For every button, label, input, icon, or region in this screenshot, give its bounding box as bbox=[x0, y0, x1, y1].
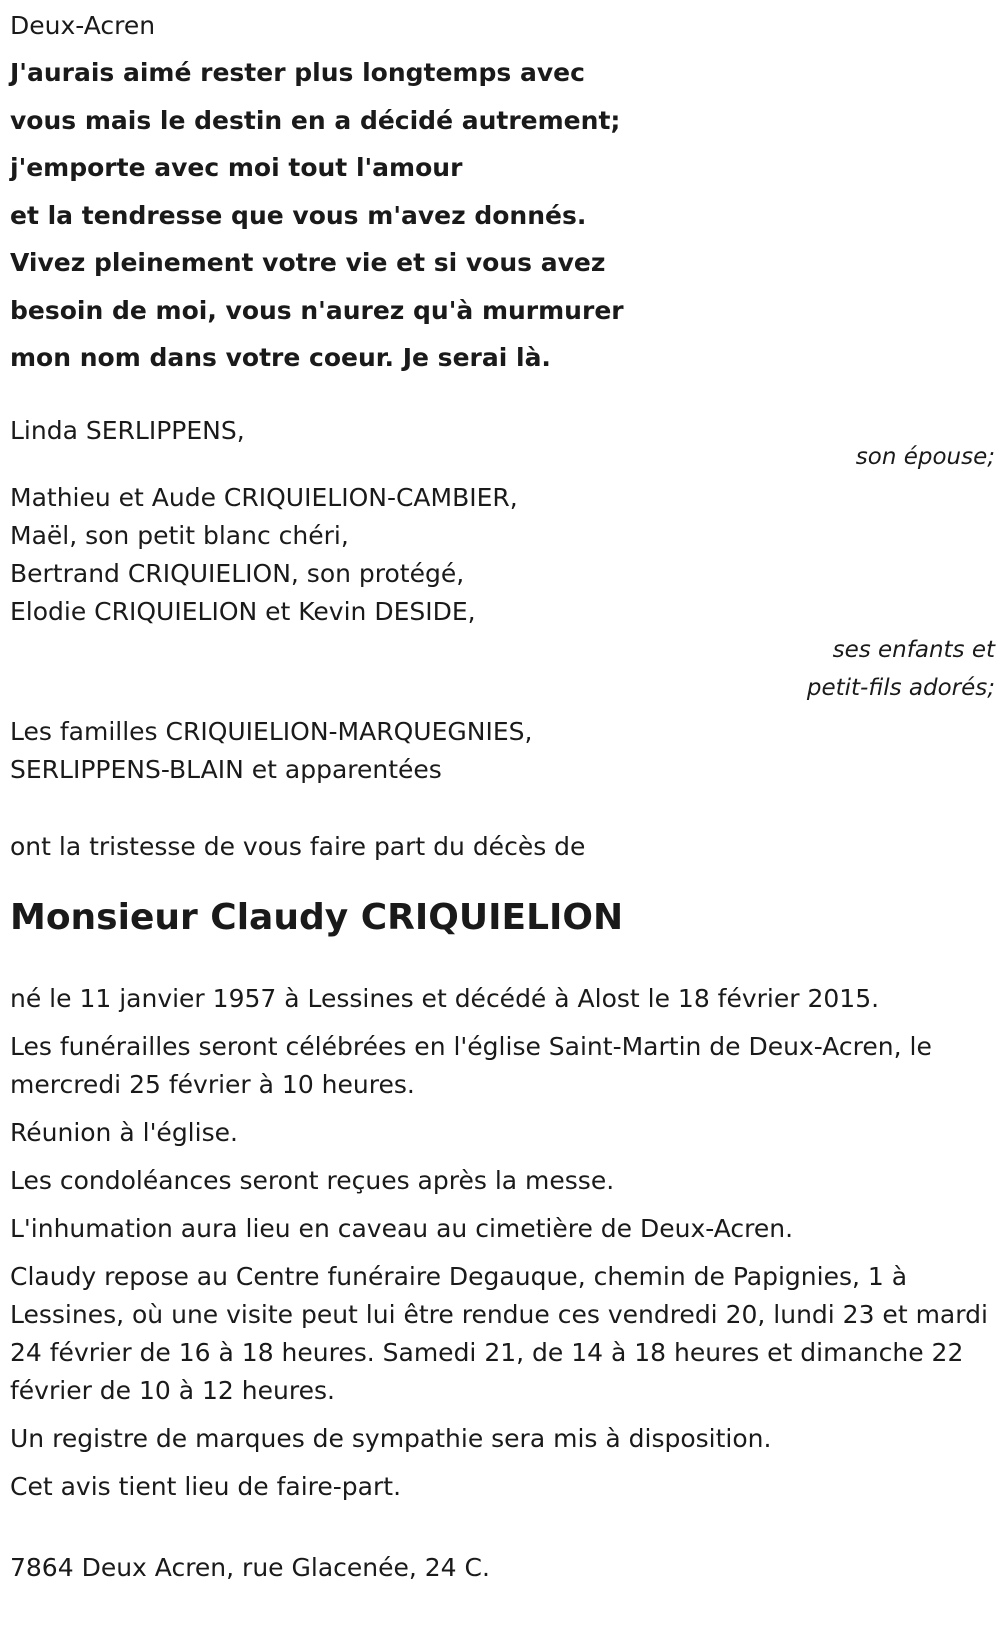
deceased-name: Monsieur Claudy CRIQUIELION bbox=[10, 896, 624, 938]
detail-paragraph: Réunion à l'église. bbox=[10, 1117, 238, 1147]
families-group bbox=[10, 713, 995, 789]
family-name: Les familles CRIQUIELION-MARQUEGNIES, bbox=[10, 716, 533, 746]
detail-paragraph: Cet avis tient lieu de faire-part. bbox=[10, 1471, 402, 1501]
obituary-notice bbox=[10, 0, 995, 1587]
children-group bbox=[10, 479, 995, 707]
poem-line: j'emporte avec moi tout l'amour bbox=[10, 153, 463, 182]
announcement-text: ont la tristesse de vous faire part du décès de bbox=[10, 831, 586, 861]
detail-paragraph: Les funérailles seront célébrées en l'église Saint-Martin de Deux-Acren, le mercredi 25 février à 10 heures. bbox=[10, 1031, 932, 1099]
spouse-role: son épouse; bbox=[855, 443, 995, 470]
poem-line: J'aurais aimé rester plus longtemps avec bbox=[10, 58, 585, 87]
detail-paragraph: Un registre de marques de sympathie sera mis à disposition. bbox=[10, 1423, 772, 1453]
children-role: ses enfants et bbox=[832, 636, 995, 663]
child-name: Mathieu et Aude CRIQUIELION-CAMBIER, bbox=[10, 482, 518, 512]
detail-paragraph: Les condoléances seront reçues après la messe. bbox=[10, 1165, 615, 1195]
poem-line: mon nom dans votre coeur. Je serai là. bbox=[10, 343, 551, 372]
child-name: Bertrand CRIQUIELION, son protégé, bbox=[10, 558, 465, 588]
detail-paragraph: L'inhumation aura lieu en caveau au cimetière de Deux-Acren. bbox=[10, 1213, 794, 1243]
spouse-name: Linda SERLIPPENS, bbox=[10, 415, 245, 445]
detail-paragraph: Claudy repose au Centre funéraire Degauque, chemin de Papignies, 1 à Lessines, où une visite peut lui être rendue ces vendredi 20, lundi 23 et mardi 24 février de 16 à 18 heures. Samedi 21, de 14 à 18 heures et dimanche 22 février de 10 à 12 heures. bbox=[10, 1261, 988, 1405]
family-name: SERLIPPENS-BLAIN et apparentées bbox=[10, 754, 442, 784]
child-name: Elodie CRIQUIELION et Kevin DESIDE, bbox=[10, 596, 476, 626]
funeral-details bbox=[10, 980, 995, 1506]
children-role: petit-fils adorés; bbox=[806, 674, 995, 701]
poem bbox=[10, 44, 995, 382]
place-heading: Deux-Acren bbox=[10, 11, 156, 40]
detail-paragraph: né le 11 janvier 1957 à Lessines et décédé à Alost le 18 février 2015. bbox=[10, 983, 880, 1013]
address: 7864 Deux Acren, rue Glacenée, 24 C. bbox=[10, 1552, 490, 1582]
poem-line: et la tendresse que vous m'avez donnés. bbox=[10, 200, 587, 230]
spouse-group bbox=[10, 412, 995, 476]
child-name: Maël, son petit blanc chéri, bbox=[10, 520, 349, 550]
poem-line: Vivez pleinement votre vie et si vous avez bbox=[10, 248, 606, 277]
family-list bbox=[10, 412, 995, 789]
poem-line: vous mais le destin en a décidé autrement; bbox=[10, 105, 621, 135]
poem-line: besoin de moi, vous n'aurez qu'à murmurer bbox=[10, 295, 624, 325]
